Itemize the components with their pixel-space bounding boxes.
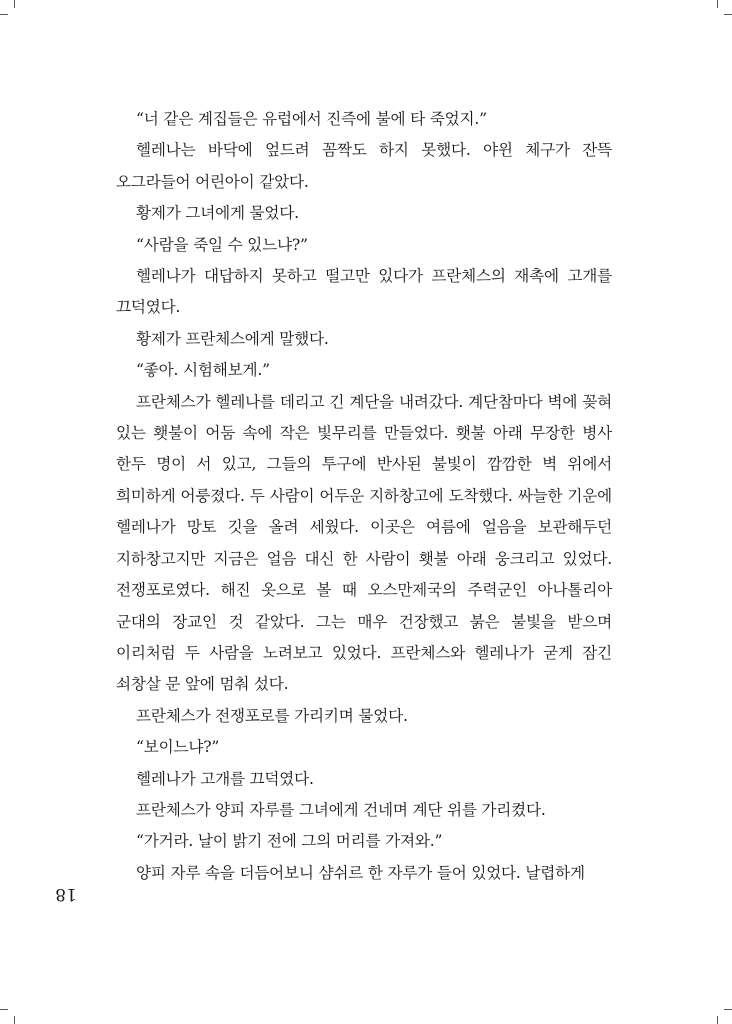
paragraph: “사람을 죽일 수 있느냐?”: [136, 235, 308, 254]
paragraph: “좋아. 시험해보게.”: [136, 361, 270, 380]
crop-mark-top-left-h: [0, 14, 8, 15]
crop-mark-bottom-right-h: [724, 1009, 732, 1010]
page-number: 18: [55, 884, 77, 904]
crop-mark-top-left: [14, 0, 15, 8]
paragraph: “너 같은 계집들은 유럽에서 진즉에 불에 타 죽었지.”: [136, 110, 487, 128]
paragraph: 프란체스가 전쟁포로를 가리키며 물었다.: [136, 706, 408, 725]
crop-mark-bottom-left: [14, 1016, 15, 1024]
paragraph: “보이느냐?”: [136, 738, 220, 757]
paragraph: 황제가 프란체스에게 말했다.: [136, 329, 329, 348]
body-text: [116, 104, 612, 889]
paragraph: “가거라. 날이 밝기 전에 그의 머리를 가져와.”: [136, 832, 443, 851]
paragraph: 헬레나가 고개를 끄덕였다.: [136, 769, 314, 788]
paragraph: 황제가 그녀에게 물었다.: [136, 204, 299, 223]
crop-mark-top-right-h: [724, 14, 732, 15]
paragraph: 헬레나는 바닥에 엎드려 꼼짝도 하지 못했다. 야윈 체구가 잔뜩 오그라들어 어린아이 같았다.: [116, 141, 612, 191]
crop-mark-bottom-right: [717, 1016, 718, 1024]
crop-mark-top-right: [717, 0, 718, 8]
paragraph: 프란체스가 헬레나를 데리고 긴 계단을 내려갔다. 계단참마다 벽에 꽂혀 있는 횃불이 어둠 속에 작은 빛무리를 만들었다. 횃불 아래 무장한 병사 한두 명이 서 있고, 그들의 투구에 반사된 불빛이 깜깜한 벽 위에서 희미하게 어룽졌다. 두 사람이 어두운 지하창고에 도착했다. 싸늘한 기운에 헬레나가 망토 깃을 올려 세웠다. 이곳은 여름에 얼음을 보관해두던 지하창고지만 지금은 얼음 대신 한 사람이 횃불 아래 웅크리고 있었다. 전쟁포로였다. 해진 옷으로 볼 때 오스만제국의 주력군인 아나톨리아 군대의 장교인 것 같았다. 그는 매우 건장했고 붉은 불빛을 받으며 이리처럼 두 사람을 노려보고 있었다. 프란체스와 헬레나가 굳게 잠긴 쇠창살 문 앞에 멈춰 섰다.: [116, 392, 612, 694]
paragraph: 헬레나가 대답하지 못하고 떨고만 있다가 프란체스의 재촉에 고개를 끄덕였다.: [116, 267, 612, 317]
paragraph: 프란체스가 양피 자루를 그녀에게 건네며 계단 위를 가리켰다.: [136, 800, 546, 819]
crop-mark-bottom-left-h: [0, 1009, 8, 1010]
paragraph: 양피 자루 속을 더듬어보니 샴쉬르 한 자루가 들어 있었다. 날렵하게: [136, 863, 585, 882]
